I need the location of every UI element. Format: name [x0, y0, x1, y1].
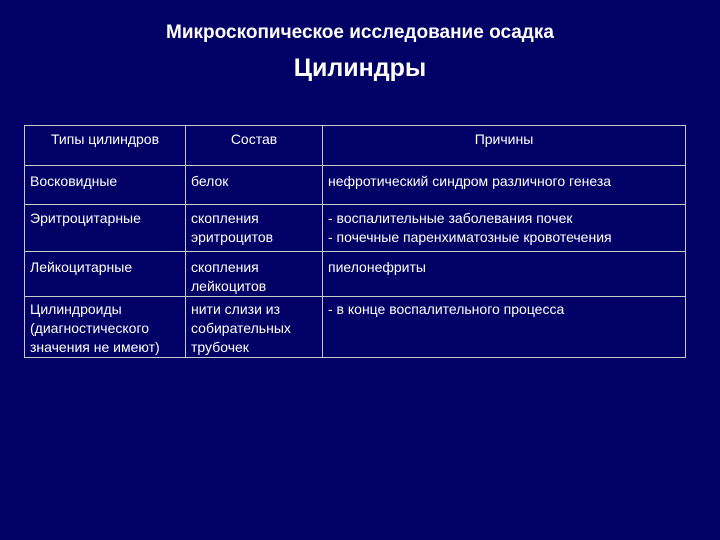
slide-title: Микроскопическое исследование осадка	[166, 22, 554, 43]
cell-type	[25, 205, 186, 252]
table-row	[25, 166, 686, 205]
cell-line: нефротический синдром различного генеза	[328, 173, 612, 189]
cell-line: трубочек	[191, 339, 249, 355]
header-causes: Причины	[323, 126, 686, 166]
cell-line: нити слизи из	[191, 301, 281, 317]
cell-line: (диагностического	[30, 320, 150, 336]
cell-line: Лейкоцитарные	[30, 259, 133, 275]
cell-causes	[323, 166, 686, 205]
cell-line: значения не имеют)	[30, 339, 160, 355]
header-composition: Состав	[186, 126, 323, 166]
slide-subtitle: Цилиндры	[293, 54, 427, 82]
cell-line: - почечные паренхиматозные кровотечения	[328, 229, 612, 245]
cell-line: - воспалительные заболевания почек	[328, 210, 573, 226]
table-header-row	[25, 126, 686, 166]
header-types: Типы цилиндров	[25, 126, 186, 166]
cell-line: Восковидные	[30, 173, 118, 189]
cell-line: скопления	[191, 259, 259, 275]
cell-line: эритроцитов	[191, 229, 274, 245]
cell-line: пиелонефриты	[328, 259, 426, 275]
cell-line: лейкоцитов	[191, 278, 267, 294]
cell-composition	[186, 166, 323, 205]
cell-causes	[323, 297, 686, 358]
cell-line: собирательных	[191, 320, 291, 336]
cell-composition	[186, 252, 323, 297]
cell-line: скопления	[191, 210, 259, 226]
cell-line: Цилиндроиды	[30, 301, 122, 317]
cell-composition	[186, 205, 323, 252]
cell-line: белок	[191, 173, 229, 189]
cell-type	[25, 297, 186, 358]
table-row	[25, 205, 686, 252]
cell-composition	[186, 297, 323, 358]
casts-table	[24, 125, 686, 358]
cell-type	[25, 252, 186, 297]
cell-line: - в конце воспалительного процесса	[328, 301, 565, 317]
table-row	[25, 297, 686, 358]
cell-causes	[323, 205, 686, 252]
cell-line: Эритроцитарные	[30, 210, 141, 226]
table-row	[25, 252, 686, 297]
cell-causes	[323, 252, 686, 297]
cell-type	[25, 166, 186, 205]
